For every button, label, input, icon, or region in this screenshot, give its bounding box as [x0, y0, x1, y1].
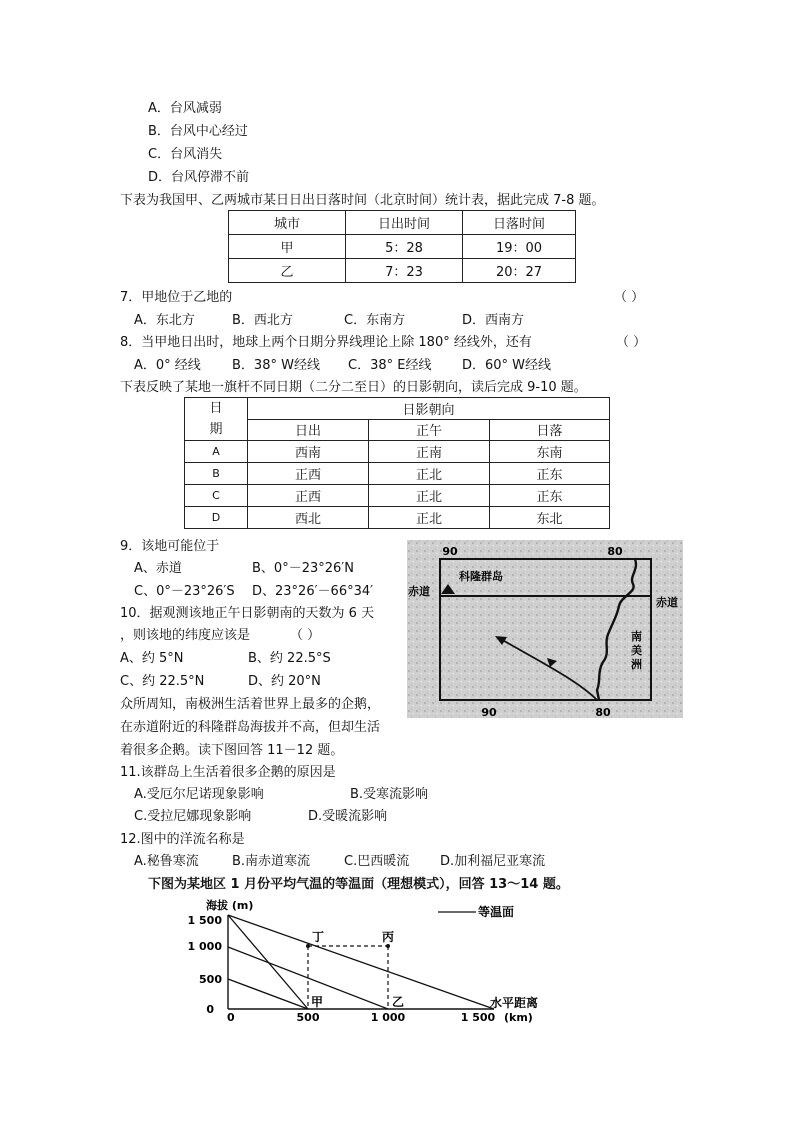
sunrise-time: 5：28	[346, 235, 463, 259]
q8-option-a: A．0° 经线	[134, 358, 201, 373]
q10-option-d: D、约 20°N	[248, 674, 321, 689]
q8-option-c: C．38° E经线	[348, 358, 432, 373]
x-tick-0: 0	[227, 1011, 235, 1024]
q10-option-c: C、约 22.5°N	[120, 674, 205, 689]
q7-stem: 7．甲地位于乙地的	[120, 290, 233, 305]
isotherm-chart	[180, 896, 540, 1026]
table-row	[185, 441, 610, 463]
map-top-left-label: 90	[442, 545, 458, 558]
continent-label-1: 南	[631, 630, 642, 643]
q7-bracket: （ ）	[614, 290, 645, 305]
city-name: 乙	[229, 259, 346, 283]
table-row	[185, 463, 610, 485]
sunrise-cell: 西北	[248, 507, 369, 529]
map-top-right-label: 80	[607, 545, 623, 558]
q10-bracket: （ ）	[290, 628, 321, 643]
sunrise-cell: 正西	[248, 485, 369, 507]
q8-option-d: D．60° W经线	[462, 358, 552, 373]
point-bing	[386, 944, 390, 948]
equator-right-label: 赤道	[656, 596, 678, 609]
sunrise-cell: 正西	[248, 463, 369, 485]
island-label: 科隆群岛	[459, 570, 503, 583]
noon-cell: 正北	[369, 485, 490, 507]
city-sunrise-table	[228, 210, 576, 283]
sunrise-cell: 西南	[248, 441, 369, 463]
x-unit-label: (km)	[504, 1011, 533, 1024]
table-row	[185, 485, 610, 507]
sunset-cell: 正东	[490, 485, 610, 507]
galapagos-map	[407, 540, 683, 718]
q12-stem: 12.图中的洋流名称是	[120, 832, 245, 847]
label-ding: 丁	[312, 930, 325, 944]
sunrise-subheader: 日出	[248, 419, 369, 441]
equator-left-label: 赤道	[408, 585, 430, 598]
intro-7-8: 下表为我国甲、乙两城市某日日出日落时间（北京时间）统计表，据此完成 7-8 题。	[120, 193, 605, 208]
q9-stem: 9．该地可能位于	[120, 539, 220, 554]
date-header-top: 日	[209, 401, 223, 416]
q12-option-b: B.南赤道寒流	[232, 854, 311, 869]
q6-option-b: B．台风中心经过	[148, 124, 248, 139]
label-bing: 丙	[382, 930, 395, 944]
q6-option-c: C．台风消失	[148, 147, 223, 162]
label-jia: 甲	[311, 995, 324, 1009]
y-tick-1000: 1 000	[187, 940, 222, 953]
q12-option-a: A.秘鲁寒流	[134, 854, 199, 869]
q7-option-d: D．西南方	[462, 313, 525, 328]
point-ding	[306, 944, 310, 948]
intro-9-10: 下表反映了某地一旗杆不同日期（二分二至日）的日影朝向，读后完成 9-10 题。	[120, 380, 587, 395]
date-header	[185, 398, 248, 441]
sunset-time: 19：00	[463, 235, 576, 259]
shadow-group-header: 日影朝向	[248, 398, 610, 420]
intro-11-12-line2: 在赤道附近的科隆群岛海拔并不高，但却生活	[120, 720, 381, 735]
city-name: 甲	[229, 235, 346, 259]
noon-subheader: 正午	[369, 419, 490, 441]
x-tick-500: 500	[296, 1011, 320, 1024]
q6-option-d: D．台风停滞不前	[148, 170, 250, 185]
continent-label-3: 洲	[631, 658, 642, 671]
q10-stem-line1: 10．据观测该地正午日影朝南的天数为 6 天	[120, 606, 375, 621]
q8-option-b: B．38° W经线	[232, 358, 320, 373]
map-background	[407, 540, 683, 718]
intro-13-14: 下图为某地区 1 月份平均气温的等温面（理想模式），回答 13～14 题。	[148, 877, 569, 892]
q11-option-a: A.受厄尔尼诺现象影响	[134, 787, 264, 802]
noon-cell: 正南	[369, 441, 490, 463]
sunset-cell: 东南	[490, 441, 610, 463]
y-tick-500: 500	[199, 973, 222, 986]
q9-option-c: C、0°－23°26′S	[134, 584, 235, 599]
label-yi: 乙	[392, 995, 405, 1009]
sunrise-header: 日出时间	[346, 211, 463, 235]
date-cell: A	[185, 441, 248, 463]
x-axis-label: 水平距离	[490, 996, 539, 1010]
q11-stem: 11.该群岛上生活着很多企鹅的原因是	[120, 765, 336, 780]
q10-option-b: B、约 22.5°S	[248, 651, 331, 666]
q11-option-b: B.受寒流影响	[350, 787, 429, 802]
city-header: 城市	[229, 211, 346, 235]
q8-stem: 8．当甲地日出时，地球上两个日期分界线理论上除 180° 经线外，还有	[120, 335, 532, 350]
noon-cell: 正北	[369, 507, 490, 529]
continent-label-2: 美	[631, 644, 642, 657]
q7-option-a: A．东北方	[134, 313, 195, 328]
map-bottom-right-label: 80	[595, 706, 611, 718]
q10-option-a: A、约 5°N	[120, 651, 184, 666]
map-bottom-left-label: 90	[481, 706, 497, 718]
noon-cell: 正北	[369, 463, 490, 485]
sunrise-time: 7：23	[346, 259, 463, 283]
q12-option-c: C.巴西暖流	[344, 854, 410, 869]
q9-option-b: B、0°－23°26′N	[252, 561, 354, 576]
shadow-direction-table	[184, 397, 610, 529]
date-header-bottom: 期	[209, 422, 223, 437]
date-cell: B	[185, 463, 248, 485]
y-tick-1500: 1 500	[187, 914, 222, 927]
y-tick-0: 0	[206, 1003, 214, 1016]
table-row	[229, 235, 576, 259]
sunset-subheader: 日落	[490, 419, 610, 441]
sunset-header: 日落时间	[463, 211, 576, 235]
sunset-time: 20：27	[463, 259, 576, 283]
table-row	[185, 507, 610, 529]
legend-label: 等温面	[478, 905, 515, 919]
q9-option-a: A、赤道	[134, 561, 182, 576]
q7-option-b: B．西北方	[232, 313, 293, 328]
intro-11-12-line1: 众所周知，南极洲生活着世界上最多的企鹅，	[120, 697, 381, 712]
x-tick-1500: 1 500	[460, 1011, 496, 1024]
q7-option-c: C．东南方	[344, 313, 406, 328]
intro-11-12-line3: 着很多企鹅。读下图回答 11－12 题。	[120, 743, 344, 758]
q11-option-d: D.受暖流影响	[308, 809, 388, 824]
sunset-cell: 正东	[490, 463, 610, 485]
date-cell: D	[185, 507, 248, 529]
q10-stem-line2: ，则该地的纬度应该是	[120, 628, 251, 643]
sunset-cell: 东北	[490, 507, 610, 529]
q11-option-c: C.受拉尼娜现象影响	[134, 809, 252, 824]
date-cell: C	[185, 485, 248, 507]
q8-bracket: （ ）	[616, 335, 647, 350]
q12-option-d: D.加利福尼亚寒流	[440, 854, 546, 869]
y-axis-label: 海拔 (m)	[206, 899, 254, 912]
x-tick-1000: 1 000	[370, 1011, 406, 1024]
q6-option-a: A．台风减弱	[148, 101, 222, 116]
q9-option-d: D、23°26′－66°34′	[252, 584, 374, 599]
table-row	[229, 259, 576, 283]
